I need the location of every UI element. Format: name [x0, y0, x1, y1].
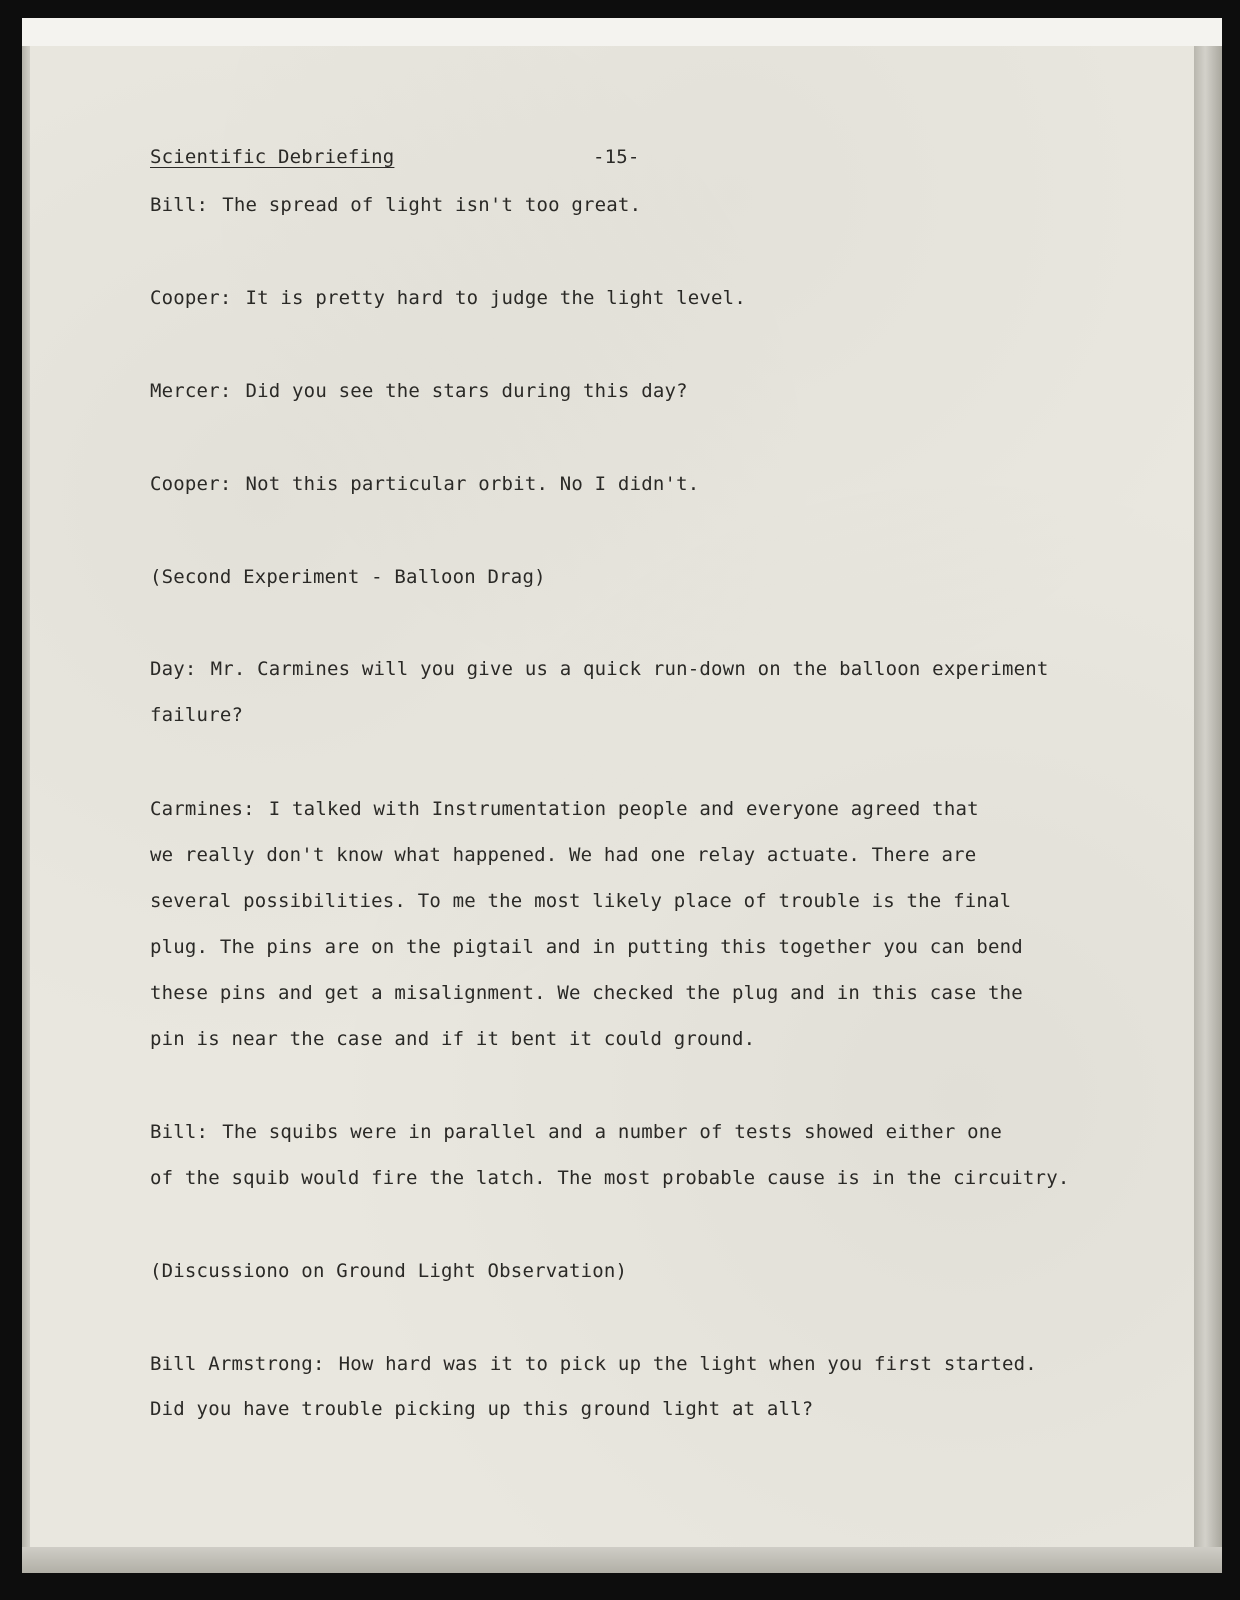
dialogue-entry: [150, 798, 979, 820]
dialogue-text: we really don't know what happened. We had one relay actuate. There are: [150, 844, 977, 866]
dialogue-text: of the squib would fire the latch. The most probable cause is in the circuitry.: [150, 1167, 1070, 1189]
dialogue-text: I talked with Instrumentation people and everyone agreed that: [268, 798, 979, 820]
dialogue-text: The spread of light isn't too great.: [222, 194, 642, 216]
dialogue-entry: [150, 1121, 1002, 1143]
dialogue-entry: [150, 380, 688, 402]
dialogue-entry: [150, 473, 699, 495]
speaker-name: Cooper:: [150, 473, 232, 495]
speaker-name: Carmines:: [150, 798, 255, 820]
speaker-name: Bill:: [150, 1121, 209, 1143]
speaker-name: Bill Armstrong:: [150, 1353, 325, 1375]
speaker-name: Day:: [150, 658, 197, 680]
section-heading: (Discussiono on Ground Light Observation): [150, 1260, 628, 1282]
speaker-name: Bill:: [150, 194, 209, 216]
dialogue-text: How hard was it to pick up the light when you first started.: [338, 1353, 1037, 1375]
dialogue-text: Mr. Carmines will you give us a quick run-down on the balloon experiment: [210, 658, 1049, 680]
document-title: Scientific Debriefing: [150, 146, 395, 168]
dialogue-entry: [150, 658, 1049, 680]
dialogue-text: failure?: [150, 704, 244, 726]
section-heading: (Second Experiment - Balloon Drag): [150, 566, 546, 588]
dialogue-text: these pins and get a misalignment. We checked the plug and in this case the: [150, 982, 1023, 1004]
dialogue-entry: [150, 287, 746, 309]
scan-bottom-edge: [22, 1547, 1222, 1573]
dialogue-text: several possibilities. To me the most likely place of trouble is the final: [150, 890, 1012, 912]
scan-top-margin: [22, 18, 1222, 48]
dialogue-entry: [150, 1353, 1037, 1375]
page-number: -15-: [593, 146, 640, 168]
dialogue-text: Did you have trouble picking up this ground light at all?: [150, 1398, 814, 1420]
speaker-name: Mercer:: [150, 380, 232, 402]
scanned-page: [22, 18, 1222, 1573]
dialogue-text: pin is near the case and if it bent it could ground.: [150, 1028, 756, 1050]
dialogue-entry: [150, 194, 641, 216]
scan-right-edge: [1194, 46, 1222, 1556]
dialogue-text: It is pretty hard to judge the light level.: [245, 287, 746, 309]
dialogue-text: plug. The pins are on the pigtail and in putting this together you can bend: [150, 936, 1023, 958]
dialogue-text: Not this particular orbit. No I didn't.: [245, 473, 700, 495]
dialogue-text: Did you see the stars during this day?: [245, 380, 688, 402]
dialogue-text: The squibs were in parallel and a number of tests showed either one: [222, 1121, 1003, 1143]
speaker-name: Cooper:: [150, 287, 232, 309]
